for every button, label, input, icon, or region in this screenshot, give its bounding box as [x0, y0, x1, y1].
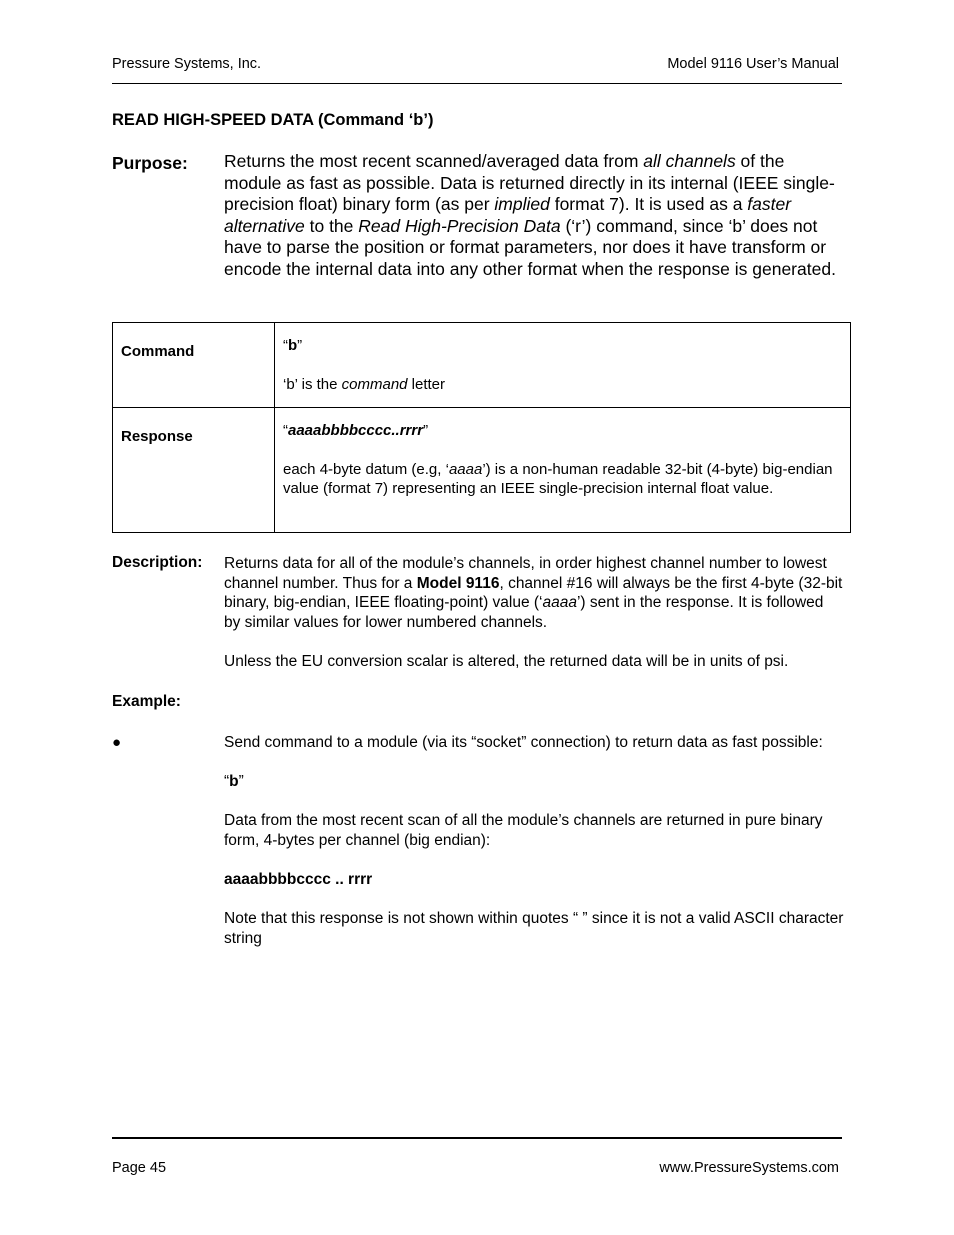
command-label: Command — [121, 343, 195, 360]
description-paragraph-2: Unless the EU conversion scalar is altered, the returned data will be in units of psi. — [224, 652, 789, 670]
response-value-cell — [275, 408, 851, 533]
purpose-label: Purpose: — [112, 153, 188, 173]
command-label-cell — [113, 323, 275, 408]
response-code: “aaaabbbbcccc..rrrr” — [283, 422, 429, 439]
command-table — [112, 322, 851, 533]
header-company: Pressure Systems, Inc. — [112, 56, 262, 72]
footer-url: www.PressureSystems.com — [659, 1160, 839, 1176]
example-paragraph-1: Send command to a module (via its “socket” connection) to return data as fast possible: — [224, 734, 823, 751]
response-label-cell — [113, 408, 275, 533]
example-paragraph-2: Data from the most recent scan of all the module’s channels are returned in pure binary form, 4-bytes per channel (big endian): — [224, 812, 823, 849]
example-label: Example: — [112, 693, 181, 710]
command-note: ‘b’ is the command letter — [283, 375, 446, 393]
header-rule — [112, 83, 842, 84]
footer-rule — [112, 1137, 842, 1139]
command-code: “b” — [283, 337, 303, 354]
header-manual-title: Model 9116 User’s Manual — [667, 56, 839, 72]
response-label: Response — [121, 428, 193, 445]
description-label: Description: — [112, 554, 203, 571]
command-value-cell — [275, 323, 851, 408]
response-row — [113, 408, 851, 533]
command-row — [113, 323, 851, 408]
example-paragraph-3: Note that this response is not shown within quotes “ ” since it is not a valid ASCII character string — [224, 910, 844, 947]
section-title: READ HIGH-SPEED DATA (Command ‘b’) — [112, 111, 434, 129]
bullet-icon: ● — [112, 734, 122, 751]
purpose-text: Returns the most recent scanned/averaged data from all channels of the module as fast as possible. Data is returned directly in its internal (IEEE single-precision float) binary form (as per implied format 7). It is used as a faster alternative to the Read High-Precision Data (‘r’) command, since ‘b’ does not have to parse the position or format parameters, nor does it have transform or encode the internal data into any other format when the response is generated. — [224, 151, 836, 279]
description-text — [224, 554, 844, 672]
response-note: each 4-byte datum (e.g, ‘aaaa’) is a non-human readable 32-bit (4-byte) big-endian value (format 7) representing an IEEE single-precision internal float value. — [283, 460, 833, 497]
example-response: aaaabbbbcccc .. rrrr — [224, 871, 373, 889]
description-paragraph-1: Returns data for all of the module’s channels, in order highest channel number to lowest channel number. Thus for a Model 9116, channel #16 will always be the first 4-byte (32-bit binary, big-endian, IEEE floating-point) value (‘aaaa’) sent in the response. It is followed by similar values for lower numbered channels. — [224, 555, 843, 631]
example-command: “b” — [224, 773, 244, 791]
page-number: Page 45 — [112, 1160, 167, 1176]
example-text — [224, 733, 844, 949]
